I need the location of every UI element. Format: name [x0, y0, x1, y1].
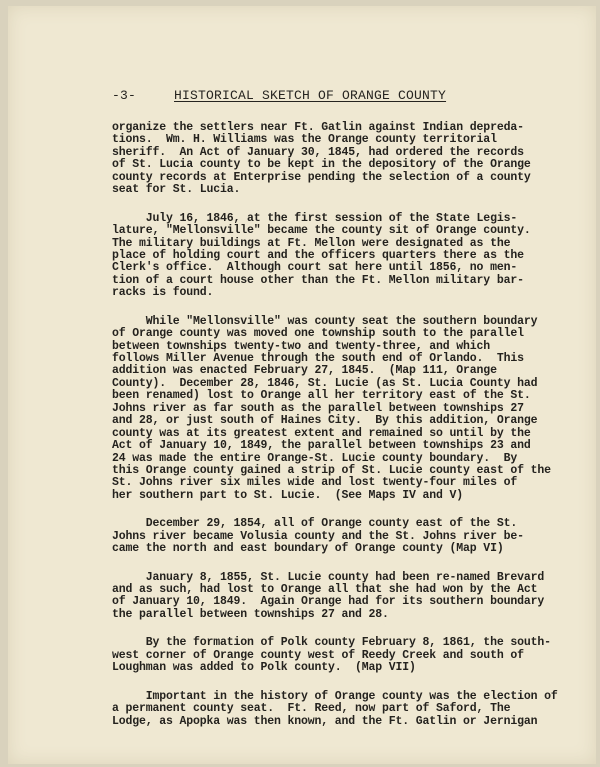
paragraph [112, 316, 562, 503]
text-line: county was at its greatest extent and remained so until by the [112, 426, 531, 440]
document-page [8, 6, 596, 764]
text-line: December 29, 1854, all of Orange county east of the St. [112, 517, 518, 531]
text-line: and as such, had lost to Orange all that she had won by the Act [112, 583, 538, 596]
text-line: Important in the history of Orange county was the election of [112, 689, 558, 703]
text-line: Clerk's office. Although court sat here until 1856, no men- [112, 261, 518, 275]
text-line: been renamed) lost to Orange all her territory east of the St. [112, 389, 531, 403]
text-line: January 8, 1855, St. Lucie county had been re-named Brevard [112, 570, 545, 584]
text-line: Johns river as far south as the parallel between townships 27 [112, 401, 524, 415]
text-line: lature, "Mellonsville" became the county sit of Orange county. [112, 224, 531, 238]
text-line: follows Miller Avenue through the south end of Orlando. This [112, 352, 524, 365]
text-line: The military buildings at Ft. Mellon were designated as the [112, 236, 511, 250]
text-line: County). December 28, 1846, St. Lucie (as St. Lucia County had [112, 376, 538, 390]
page-title: HISTORICAL SKETCH OF ORANGE COUNTY [174, 88, 447, 103]
text-line: a permanent county seat. Ft. Reed, now part of Saford, The [112, 702, 511, 716]
text-line: between townships twenty-two and twenty-three, and which [112, 339, 491, 353]
text-line: Loughman was added to Polk county. (Map VII) [112, 661, 416, 675]
paragraph [112, 213, 562, 300]
text-line: of Orange county was moved one township south to the parallel [112, 327, 524, 341]
paragraph [112, 518, 562, 555]
text-line: county records at Enterprise pending the selection of a county [112, 170, 531, 184]
text-line: seat for St. Lucia. [112, 183, 241, 197]
text-line: this Orange county gained a strip of St. Lucie county east of the [112, 463, 551, 477]
text-line: addition was enacted February 27, 1845. (Map 111, Orange [112, 364, 497, 378]
text-line: west corner of Orange county west of Reedy Creek and south of [112, 648, 524, 662]
page-number: -3- [112, 88, 137, 103]
text-line: her southern part to St. Lucie. (See Maps IV and V) [112, 488, 464, 502]
text-line: St. Johns river six miles wide and lost twenty-four miles of [112, 476, 518, 490]
text-line: of January 10, 1849. Again Orange had for its southern boundary [112, 595, 545, 609]
text-line: the parallel between townships 27 and 28. [112, 607, 389, 621]
text-line: Lodge, as Apopka was then known, and the Ft. Gatlin or Jernigan [112, 714, 538, 728]
text-line: sheriff. An Act of January 30, 1845, had ordered the records [112, 145, 524, 159]
text-line: tion of a court house other than the Ft. Mellon military bar- [112, 273, 524, 287]
page-header [112, 88, 446, 103]
paragraph [112, 691, 562, 728]
text-line: racks is found. [112, 286, 214, 300]
text-line: organize the settlers near Ft. Gatlin against Indian depreda- [112, 121, 524, 134]
text-line: By the formation of Polk county February 8, 1861, the south- [112, 636, 551, 650]
text-line: Act of January 10, 1849, the parallel between townships 23 and [112, 439, 531, 453]
paragraph [112, 637, 562, 674]
text-line: While "Mellonsville" was county seat the southern boundary [112, 314, 538, 328]
text-line: 24 was made the entire Orange-St. Lucie county boundary. By [112, 451, 518, 465]
text-line: tions. Wm. H. Williams was the Orange county territorial [112, 133, 497, 147]
text-line: and 28, or just south of Haines City. By this addition, Orange [112, 414, 538, 428]
paragraph [112, 572, 562, 622]
text-line: place of holding court and the officers quarters there as the [112, 248, 524, 262]
text-line: of St. Lucia county to be kept in the depository of the Orange [112, 158, 531, 172]
text-line: July 16, 1846, at the first session of the State Legis- [112, 211, 518, 225]
text-line: came the north and east boundary of Orange county (Map VI) [112, 542, 504, 556]
paragraph [112, 122, 562, 197]
text-line: Johns river became Volusia county and the St. Johns river be- [112, 529, 524, 543]
document-body [112, 122, 562, 744]
